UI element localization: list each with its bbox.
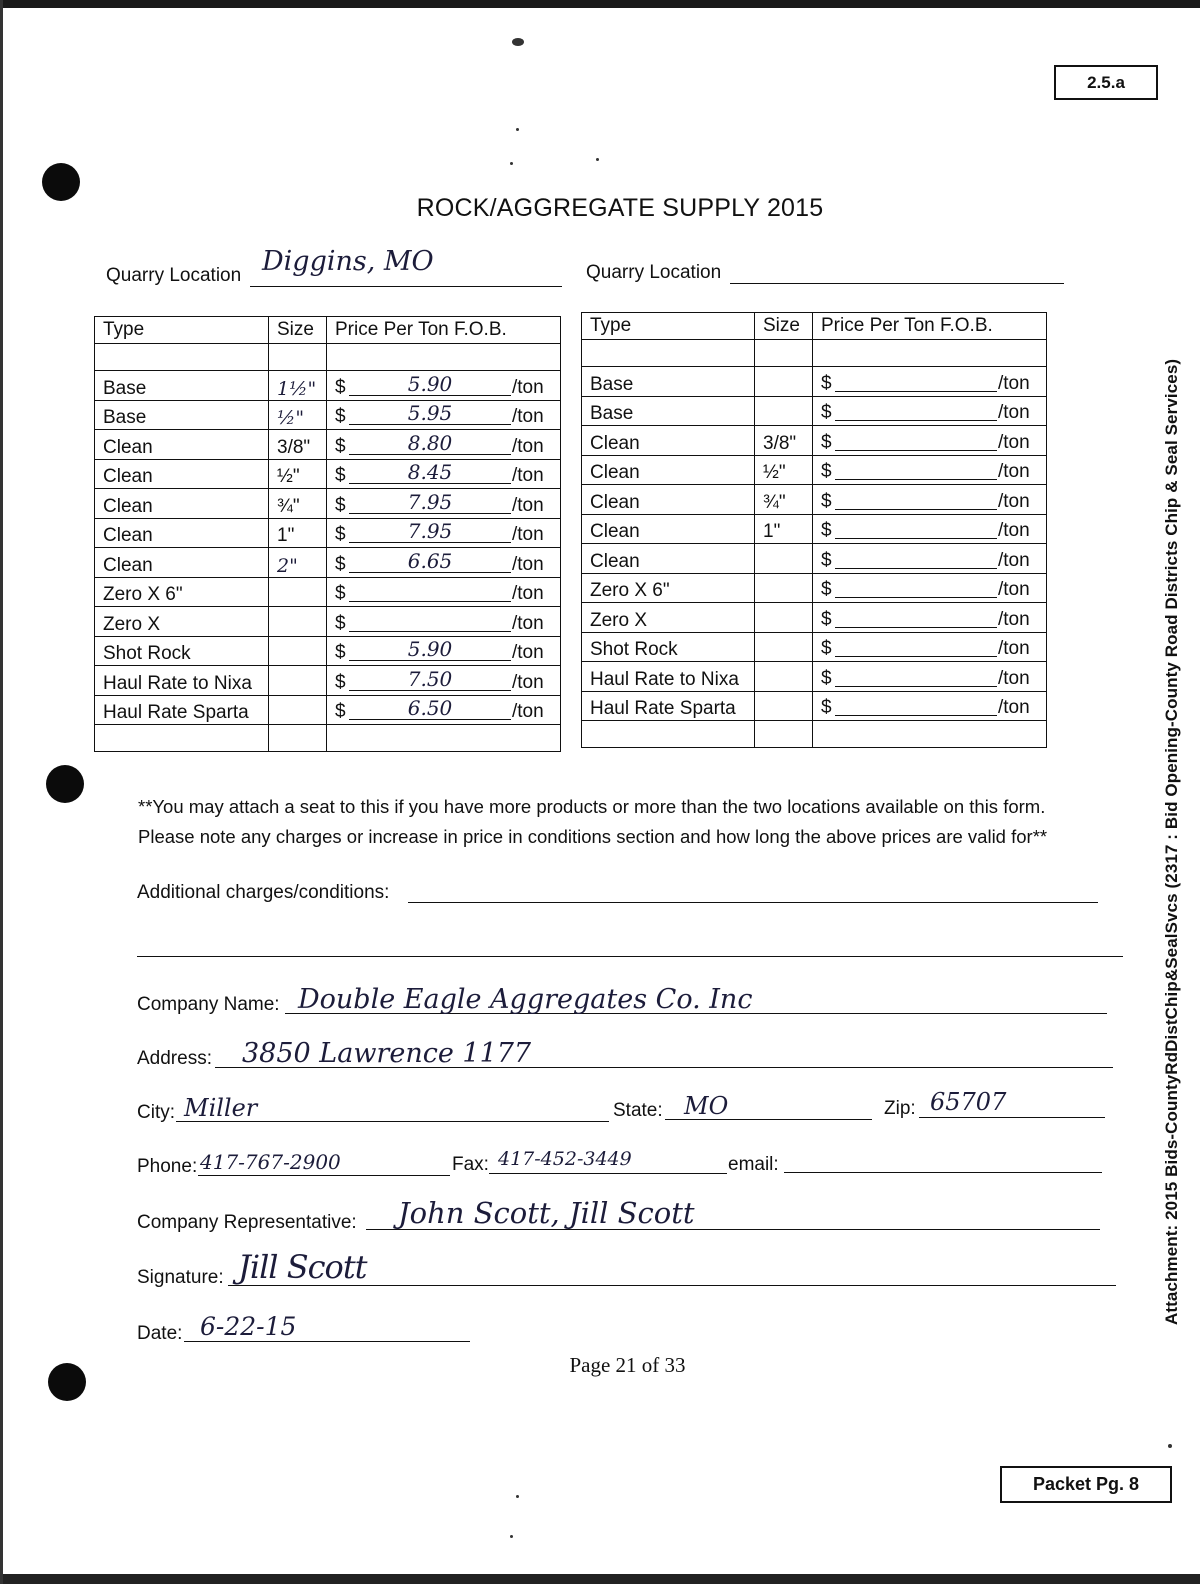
price-value: 7.50 bbox=[407, 666, 453, 691]
dollar-sign: $ bbox=[821, 461, 832, 482]
company-name-label: Company Name: bbox=[137, 994, 280, 1015]
per-ton-unit: /ton bbox=[512, 494, 544, 516]
dollar-sign: $ bbox=[821, 372, 832, 394]
row-price-cell bbox=[813, 691, 1047, 721]
dollar-sign: $ bbox=[335, 406, 346, 427]
row-price-cell bbox=[813, 367, 1047, 397]
table-header-row bbox=[95, 317, 561, 344]
row-type: Clean bbox=[582, 455, 755, 485]
table-blank-row bbox=[95, 725, 561, 752]
dollar-sign: $ bbox=[335, 612, 346, 634]
fax-label: Fax: bbox=[452, 1154, 489, 1175]
price-underline bbox=[835, 479, 997, 480]
city-value[interactable]: Miller bbox=[184, 1094, 258, 1122]
price-field[interactable] bbox=[335, 548, 560, 577]
scan-speck bbox=[596, 158, 599, 161]
section-code-badge: 2.5.a bbox=[1054, 65, 1158, 100]
per-ton-unit: /ton bbox=[998, 461, 1030, 482]
state-value[interactable]: MO bbox=[684, 1092, 729, 1120]
dollar-sign: $ bbox=[335, 553, 346, 575]
date-label: Date: bbox=[137, 1323, 183, 1344]
table-row bbox=[582, 426, 1047, 456]
table-row bbox=[582, 603, 1047, 633]
price-field[interactable] bbox=[335, 698, 560, 724]
table-row bbox=[95, 430, 561, 460]
row-type: Clean bbox=[582, 485, 755, 515]
table-row bbox=[582, 691, 1047, 721]
row-type: Clean bbox=[95, 459, 269, 489]
row-type: Haul Rate to Nixa bbox=[95, 666, 269, 696]
dollar-sign: $ bbox=[821, 638, 832, 659]
row-type: Base bbox=[95, 371, 269, 401]
price-field[interactable] bbox=[821, 399, 1046, 425]
price-field[interactable] bbox=[821, 370, 1046, 396]
per-ton-unit: /ton bbox=[512, 583, 544, 604]
scan-border-top bbox=[0, 0, 1200, 8]
table-row bbox=[95, 548, 561, 578]
price-underline bbox=[835, 686, 997, 687]
per-ton-unit: /ton bbox=[998, 402, 1030, 423]
table-cell-blank bbox=[95, 344, 269, 371]
row-type: Clean bbox=[582, 426, 755, 456]
company-representative-value[interactable]: John Scott, Jill Scott bbox=[398, 1196, 695, 1230]
price-value: 7.95 bbox=[407, 489, 453, 514]
state-label: State: bbox=[613, 1100, 663, 1121]
price-underline bbox=[835, 391, 997, 392]
row-size bbox=[755, 603, 813, 633]
dollar-sign: $ bbox=[821, 549, 832, 571]
row-price-cell bbox=[327, 518, 561, 548]
quarry-location-label-left: Quarry Location bbox=[106, 265, 242, 286]
row-type: Clean bbox=[95, 548, 269, 578]
dollar-sign: $ bbox=[821, 608, 832, 630]
row-price-cell bbox=[813, 485, 1047, 515]
row-price-cell bbox=[327, 636, 561, 666]
price-field[interactable] bbox=[335, 639, 560, 665]
row-size: 2" bbox=[269, 548, 327, 578]
row-type: Clean bbox=[95, 489, 269, 519]
per-ton-unit: /ton bbox=[512, 701, 544, 722]
row-price-cell bbox=[813, 426, 1047, 456]
header-price: Price Per Ton F.O.B. bbox=[327, 317, 561, 344]
price-field[interactable] bbox=[335, 403, 560, 429]
row-size: ½" bbox=[755, 455, 813, 485]
per-ton-unit: /ton bbox=[998, 608, 1030, 630]
table-cell-blank bbox=[755, 721, 813, 748]
dollar-sign: $ bbox=[821, 431, 832, 453]
per-ton-unit: /ton bbox=[512, 671, 544, 693]
row-size: 3/8" bbox=[755, 426, 813, 456]
price-underline bbox=[835, 656, 997, 657]
dollar-sign: $ bbox=[821, 402, 832, 423]
dollar-sign: $ bbox=[335, 494, 346, 516]
additional-charges-line-2[interactable] bbox=[137, 956, 1123, 957]
quarry-location-line-right[interactable] bbox=[730, 283, 1064, 284]
phone-value[interactable]: 417-767-2900 bbox=[200, 1150, 341, 1174]
table-cell-blank bbox=[327, 344, 561, 371]
company-name-value[interactable]: Double Eagle Aggregates Co. Inc bbox=[298, 984, 753, 1015]
row-price-cell bbox=[813, 455, 1047, 485]
table-row bbox=[95, 666, 561, 696]
row-price-cell bbox=[813, 662, 1047, 692]
price-field[interactable] bbox=[335, 580, 560, 606]
per-ton-unit: /ton bbox=[998, 520, 1030, 541]
row-price-cell bbox=[813, 573, 1047, 603]
table-header-row bbox=[582, 313, 1047, 340]
price-underline bbox=[349, 601, 511, 602]
row-price-cell bbox=[813, 514, 1047, 544]
row-size: ½" bbox=[269, 400, 327, 430]
dollar-sign: $ bbox=[335, 671, 346, 693]
page-title: ROCK/AGGREGATE SUPPLY 2015 bbox=[416, 194, 824, 222]
row-price-cell bbox=[327, 666, 561, 696]
row-size: 1" bbox=[269, 518, 327, 548]
row-size bbox=[269, 577, 327, 607]
signature-value[interactable]: Jill Scott bbox=[238, 1248, 367, 1286]
price-value: 5.90 bbox=[407, 637, 453, 661]
row-type: Haul Rate Sparta bbox=[95, 695, 269, 725]
price-underline bbox=[835, 509, 997, 510]
price-field[interactable] bbox=[821, 458, 1046, 484]
row-type: Clean bbox=[95, 518, 269, 548]
per-ton-unit: /ton bbox=[512, 553, 544, 575]
row-size bbox=[755, 544, 813, 574]
price-field[interactable] bbox=[335, 521, 560, 547]
row-price-cell bbox=[327, 695, 561, 725]
table-row bbox=[95, 695, 561, 725]
table-row bbox=[582, 514, 1047, 544]
row-type: Shot Rock bbox=[582, 632, 755, 662]
email-line[interactable] bbox=[784, 1172, 1102, 1173]
price-field[interactable] bbox=[821, 635, 1046, 661]
dollar-sign: $ bbox=[821, 579, 832, 600]
price-field[interactable] bbox=[821, 547, 1046, 573]
table-row bbox=[582, 367, 1047, 397]
additional-charges-line-1[interactable] bbox=[408, 902, 1098, 903]
row-size: ¾" bbox=[755, 485, 813, 515]
row-size bbox=[269, 695, 327, 725]
instructions-line-1: **You may attach a seat to this if you have more products or more than the two locations available on this form. bbox=[138, 796, 1046, 817]
phone-line bbox=[198, 1175, 450, 1176]
header-size: Size bbox=[755, 313, 813, 340]
row-type: Clean bbox=[582, 514, 755, 544]
table-row bbox=[95, 577, 561, 607]
row-type: Haul Rate Sparta bbox=[582, 691, 755, 721]
row-type: Clean bbox=[582, 544, 755, 574]
row-type: Base bbox=[95, 400, 269, 430]
table-cell-blank bbox=[582, 721, 755, 748]
per-ton-unit: /ton bbox=[998, 667, 1030, 689]
row-size bbox=[755, 691, 813, 721]
per-ton-unit: /ton bbox=[998, 490, 1030, 512]
price-field[interactable] bbox=[821, 488, 1046, 514]
company-representative-label: Company Representative: bbox=[137, 1212, 357, 1233]
row-price-cell bbox=[813, 632, 1047, 662]
row-price-cell bbox=[327, 371, 561, 401]
table-row bbox=[95, 489, 561, 519]
row-type: Clean bbox=[95, 430, 269, 460]
table-row bbox=[95, 518, 561, 548]
price-underline bbox=[835, 420, 997, 421]
table-row bbox=[582, 485, 1047, 515]
row-price-cell bbox=[327, 400, 561, 430]
row-price-cell bbox=[327, 430, 561, 460]
row-price-cell bbox=[327, 577, 561, 607]
address-value[interactable]: 3850 Lawrence 1177 bbox=[242, 1038, 532, 1069]
price-field[interactable] bbox=[335, 666, 560, 695]
table-row bbox=[582, 632, 1047, 662]
table-row bbox=[582, 662, 1047, 692]
rates-table-right bbox=[581, 312, 1047, 748]
dollar-sign: $ bbox=[821, 520, 832, 541]
price-value: 8.80 bbox=[407, 430, 453, 455]
price-underline bbox=[835, 597, 997, 598]
row-size: 1½" bbox=[269, 371, 327, 401]
row-size bbox=[755, 632, 813, 662]
scan-speck bbox=[510, 1535, 513, 1538]
dollar-sign: $ bbox=[335, 524, 346, 545]
dollar-sign: $ bbox=[335, 465, 346, 486]
row-type: Zero X 6" bbox=[582, 573, 755, 603]
price-value: 8.45 bbox=[407, 460, 453, 484]
per-ton-unit: /ton bbox=[512, 435, 544, 457]
row-type: Zero X bbox=[95, 607, 269, 637]
price-value: 6.65 bbox=[407, 548, 453, 573]
date-value[interactable]: 6-22-15 bbox=[200, 1312, 297, 1341]
table-row bbox=[582, 544, 1047, 574]
price-field[interactable] bbox=[821, 429, 1046, 455]
header-price: Price Per Ton F.O.B. bbox=[813, 313, 1047, 340]
table-cell-blank bbox=[269, 725, 327, 752]
price-underline bbox=[349, 631, 511, 632]
table-row bbox=[582, 455, 1047, 485]
table-row bbox=[95, 607, 561, 637]
row-type: Zero X 6" bbox=[95, 577, 269, 607]
row-price-cell bbox=[813, 544, 1047, 574]
per-ton-unit: /ton bbox=[998, 372, 1030, 394]
row-price-cell bbox=[327, 459, 561, 489]
row-size: 1" bbox=[755, 514, 813, 544]
row-price-cell bbox=[327, 607, 561, 637]
row-type: Zero X bbox=[582, 603, 755, 633]
fax-line bbox=[489, 1173, 727, 1174]
scan-speck bbox=[516, 128, 519, 131]
table-row bbox=[95, 400, 561, 430]
table-cell-blank bbox=[327, 725, 561, 752]
scan-speck bbox=[510, 162, 513, 165]
row-size bbox=[755, 367, 813, 397]
scan-border-left bbox=[0, 0, 3, 1584]
address-label: Address: bbox=[137, 1048, 212, 1069]
table-blank-row bbox=[95, 344, 561, 371]
phone-label: Phone: bbox=[137, 1156, 198, 1177]
price-underline bbox=[835, 538, 997, 539]
price-field[interactable] bbox=[821, 517, 1046, 543]
table-blank-row bbox=[582, 721, 1047, 748]
per-ton-unit: /ton bbox=[512, 406, 544, 427]
email-label: email: bbox=[728, 1154, 779, 1175]
row-type: Shot Rock bbox=[95, 636, 269, 666]
per-ton-unit: /ton bbox=[512, 465, 544, 486]
scan-speck bbox=[1168, 1444, 1172, 1448]
header-type: Type bbox=[582, 313, 755, 340]
price-value: 5.90 bbox=[407, 371, 453, 396]
table-row bbox=[95, 371, 561, 401]
table-cell-blank bbox=[269, 344, 327, 371]
row-size: ½" bbox=[269, 459, 327, 489]
header-type: Type bbox=[95, 317, 269, 344]
punch-hole-middle bbox=[46, 765, 84, 803]
zip-value[interactable]: 65707 bbox=[930, 1088, 1007, 1116]
quarry-location-value-left[interactable]: Diggins, MO bbox=[262, 246, 434, 277]
price-value: 5.95 bbox=[407, 401, 453, 425]
header-size: Size bbox=[269, 317, 327, 344]
price-field[interactable] bbox=[821, 606, 1046, 632]
quarry-location-label-right: Quarry Location bbox=[586, 262, 722, 283]
price-field[interactable] bbox=[335, 489, 560, 518]
table-row bbox=[95, 636, 561, 666]
zip-label: Zip: bbox=[884, 1098, 916, 1119]
table-cell-blank bbox=[582, 340, 755, 367]
table-cell-blank bbox=[813, 340, 1047, 367]
per-ton-unit: /ton bbox=[512, 376, 544, 398]
price-field[interactable] bbox=[821, 694, 1046, 720]
per-ton-unit: /ton bbox=[998, 579, 1030, 600]
dollar-sign: $ bbox=[335, 701, 346, 722]
instructions-line-2: Please note any charges or increase in price in conditions section and how long the above prices are valid for** bbox=[138, 826, 1048, 847]
price-field[interactable] bbox=[335, 462, 560, 488]
dollar-sign: $ bbox=[821, 490, 832, 512]
per-ton-unit: /ton bbox=[998, 697, 1030, 718]
attachment-sidebar-text: Attachment: 2015 Bids-CountyRdDistChip&SealSvcs (2317 : Bid Opening-County Road Districts Chip & Seal Services) bbox=[1162, 358, 1181, 1325]
table-cell-blank bbox=[813, 721, 1047, 748]
fax-value[interactable]: 417-452-3449 bbox=[498, 1148, 632, 1170]
row-price-cell bbox=[813, 396, 1047, 426]
packet-page-badge: Packet Pg. 8 bbox=[1000, 1466, 1172, 1503]
row-size bbox=[755, 573, 813, 603]
table-cell-blank bbox=[755, 340, 813, 367]
price-field[interactable] bbox=[335, 430, 560, 459]
per-ton-unit: /ton bbox=[512, 524, 544, 545]
table-blank-row bbox=[582, 340, 1047, 367]
price-value: 6.50 bbox=[407, 696, 453, 720]
row-size bbox=[755, 662, 813, 692]
price-field[interactable] bbox=[821, 665, 1046, 691]
row-type: Base bbox=[582, 367, 755, 397]
dollar-sign: $ bbox=[335, 583, 346, 604]
price-underline bbox=[835, 715, 997, 716]
quarry-location-line-left bbox=[250, 286, 562, 287]
date-line bbox=[184, 1341, 470, 1342]
rates-table-left bbox=[94, 316, 561, 752]
price-value: 7.95 bbox=[407, 519, 453, 543]
page-number: Page 21 of 33 bbox=[569, 1353, 686, 1377]
scan-speck bbox=[512, 38, 524, 46]
dollar-sign: $ bbox=[335, 376, 346, 398]
signature-label: Signature: bbox=[137, 1267, 224, 1288]
price-underline bbox=[835, 568, 997, 569]
row-size bbox=[269, 607, 327, 637]
additional-charges-label: Additional charges/conditions: bbox=[137, 882, 390, 903]
price-field[interactable] bbox=[335, 610, 560, 636]
row-size: ¾" bbox=[269, 489, 327, 519]
price-underline bbox=[835, 627, 997, 628]
scan-speck bbox=[516, 1495, 519, 1498]
table-row bbox=[582, 573, 1047, 603]
per-ton-unit: /ton bbox=[512, 612, 544, 634]
row-price-cell bbox=[327, 489, 561, 519]
per-ton-unit: /ton bbox=[998, 549, 1030, 571]
row-price-cell bbox=[813, 603, 1047, 633]
dollar-sign: $ bbox=[821, 697, 832, 718]
table-cell-blank bbox=[95, 725, 269, 752]
row-type: Haul Rate to Nixa bbox=[582, 662, 755, 692]
row-type: Base bbox=[582, 396, 755, 426]
row-size: 3/8" bbox=[269, 430, 327, 460]
city-label: City: bbox=[137, 1102, 175, 1123]
row-size bbox=[269, 636, 327, 666]
price-field[interactable] bbox=[821, 576, 1046, 602]
row-size bbox=[269, 666, 327, 696]
per-ton-unit: /ton bbox=[512, 642, 544, 663]
per-ton-unit: /ton bbox=[998, 638, 1030, 659]
table-row bbox=[95, 459, 561, 489]
price-field[interactable] bbox=[335, 371, 560, 400]
per-ton-unit: /ton bbox=[998, 431, 1030, 453]
dollar-sign: $ bbox=[335, 435, 346, 457]
row-size bbox=[755, 396, 813, 426]
dollar-sign: $ bbox=[821, 667, 832, 689]
zip-line bbox=[919, 1117, 1105, 1118]
row-price-cell bbox=[327, 548, 561, 578]
table-row bbox=[582, 396, 1047, 426]
scan-border-bottom bbox=[0, 1574, 1200, 1584]
price-underline bbox=[835, 450, 997, 451]
dollar-sign: $ bbox=[335, 642, 346, 663]
